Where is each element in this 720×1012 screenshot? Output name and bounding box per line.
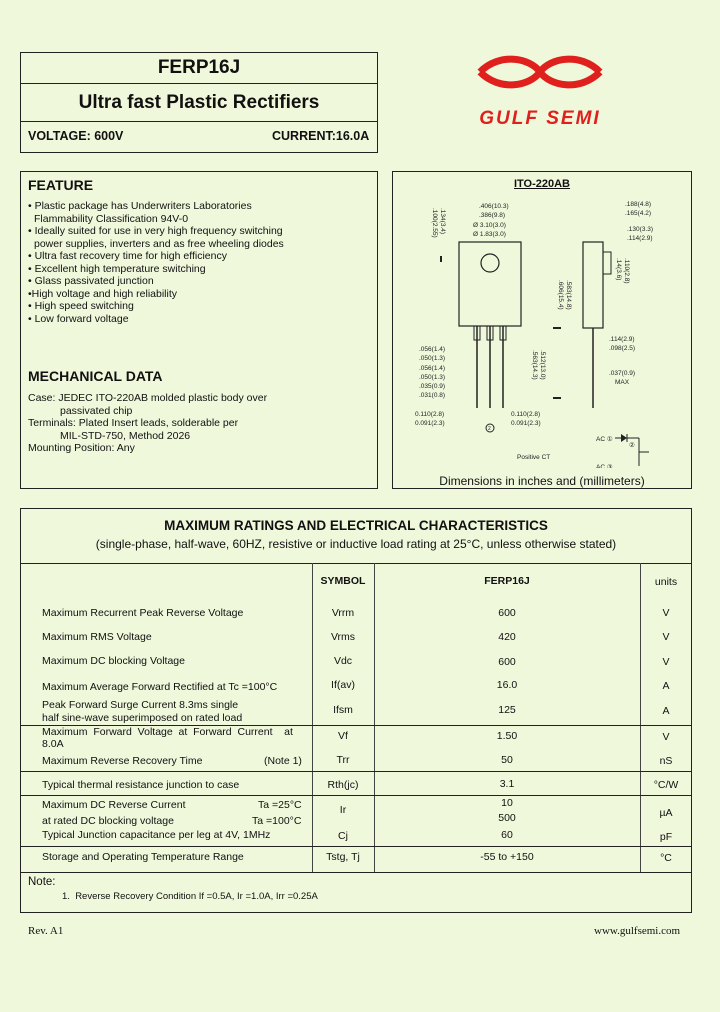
unit-cell: pF	[659, 831, 673, 843]
pin1-label: AC ①	[596, 436, 613, 443]
value-cell: 3.1	[499, 778, 515, 790]
feature-list	[28, 200, 284, 325]
dimension-label: .035(0.9)	[419, 383, 446, 390]
dimension-label: Ø 1.83(3.0)	[473, 231, 506, 238]
feature-item: • High speed switching	[28, 300, 134, 312]
param-cell: Peak Forward Surge Current 8.3ms single	[42, 699, 239, 711]
param-cell-cont: at rated DC blocking voltage	[42, 815, 174, 827]
value-cell: 420	[498, 631, 516, 643]
row-divider	[20, 795, 692, 796]
symbol-cell: Ir	[339, 804, 347, 816]
param-cell: Maximum RMS Voltage	[42, 631, 152, 643]
unit-cell: nS	[659, 755, 673, 767]
note-heading: Note:	[28, 876, 56, 888]
unit-cell: µA	[659, 807, 673, 819]
dimension-label: .031(0.8)	[419, 392, 446, 399]
package-title: ITO-220AB	[513, 178, 571, 190]
unit-cell: V	[662, 731, 670, 743]
unit-cell: A	[662, 680, 670, 692]
dimension-label: .165(4.2)	[625, 210, 652, 217]
company-logo	[470, 50, 610, 130]
feature-item: power supplies, inverters and as free wheeling diodes	[34, 237, 284, 250]
value-cell: 125	[498, 704, 516, 716]
feature-item: • Glass passivated junction	[28, 275, 154, 287]
unit-cell: A	[662, 705, 670, 717]
dimension-label: .100(2.55)	[431, 208, 438, 238]
row-divider	[20, 846, 692, 847]
symbol-cell: Trr	[336, 754, 350, 766]
positive-ct-label: Positive CT	[517, 454, 551, 461]
symbol-cell: Tstg, Tj	[326, 851, 360, 863]
dimension-label: .098(2.5)	[609, 345, 636, 352]
symbol-cell: Rth(jc)	[327, 779, 359, 791]
feature-item: • Excellent high temperature switching	[28, 262, 206, 275]
value-cell: 500	[498, 812, 516, 824]
value-cell: 600	[498, 607, 516, 619]
feature-item: Flammability Classification 94V-0	[34, 212, 189, 225]
dimension-label: .130(3.3)	[627, 226, 654, 233]
value-cell: -55 to +150	[480, 851, 534, 863]
divider	[20, 872, 692, 873]
unit-cell: V	[662, 607, 670, 619]
param-cell: Storage and Operating Temperature Range	[42, 851, 244, 863]
dimension-label: .134(3.4)	[439, 208, 446, 235]
dimension-label: .563(14.3)	[531, 350, 538, 380]
value-cell: 16.0	[496, 679, 518, 691]
pin3-label: AC ③	[596, 464, 613, 468]
diode-icon	[621, 434, 627, 442]
dimension-label: .050(1.3)	[419, 355, 446, 362]
condition-cell: Ta =25°C	[258, 799, 302, 811]
page-title: Ultra fast Plastic Rectifiers	[78, 92, 320, 113]
dimension-label: .056(1.4)	[419, 346, 446, 353]
divider	[20, 121, 378, 122]
feature-item: • Ultra fast recovery time for high efficiency	[28, 250, 227, 262]
note-ref: (Note 1)	[264, 755, 302, 767]
dimension-label: Ø 3.10(3.0)	[473, 222, 506, 229]
value-cell: 60	[501, 829, 513, 841]
value-cell: 600	[498, 656, 516, 668]
feature-item: •High voltage and high reliability	[28, 287, 178, 300]
divider	[20, 83, 378, 84]
mechanical-item: Mounting Position: Any	[28, 442, 135, 454]
param-cell: Maximum Reverse Recovery Time	[42, 755, 203, 767]
param-cell: Maximum Forward Voltage at Forward Current at	[42, 726, 293, 738]
symbol-cell: Vdc	[333, 655, 353, 667]
param-cell: Maximum DC blocking Voltage	[42, 655, 185, 667]
unit-cell: °C	[660, 852, 672, 864]
mechanical-list	[28, 392, 267, 455]
feature-heading: FEATURE	[28, 177, 94, 193]
website-url: www.gulfsemi.com	[594, 925, 681, 937]
param-cell: Maximum Recurrent Peak Reverse Voltage	[42, 607, 244, 619]
dimension-label: .583(14.8)	[565, 280, 572, 310]
mechanical-item: Terminals: Plated Insert leads, solderable per	[28, 417, 239, 429]
param-cell: Maximum Average Forward Rectified at Tc =100°C	[42, 681, 278, 693]
mechanical-item: passivated chip	[60, 404, 133, 417]
voltage-rating: VOLTAGE: 600V	[28, 129, 124, 143]
dimension-label: MAX	[615, 379, 630, 386]
symbol-cell: Vrms	[330, 631, 356, 643]
param-cell: Maximum DC Reverse Current	[42, 799, 186, 811]
param-cell: Typical Junction capacitance per leg at 4V, 1MHz	[42, 829, 271, 841]
dimension-label: .050(1.3)	[419, 374, 446, 381]
feature-item: • Plastic package has Underwriters Laboratories	[28, 200, 252, 212]
part-number: FERP16J	[157, 57, 241, 78]
dimension-label: 2	[488, 426, 491, 432]
pin2-label: ②	[629, 442, 635, 449]
row-divider	[20, 771, 692, 772]
unit-cell: V	[662, 631, 670, 643]
dimension-label: .512(13.0)	[539, 350, 546, 380]
ratings-subtitle: (single-phase, half-wave, 60HZ, resistive or inductive load rating at 25°C, unless otherwise stated)	[95, 537, 617, 551]
dimension-label: 0.110(2.8)	[415, 411, 445, 418]
ratings-title: MAXIMUM RATINGS AND ELECTRICAL CHARACTERISTICS	[164, 518, 548, 533]
condition-cell: Ta =100°C	[252, 815, 302, 827]
mounting-hole-icon	[481, 254, 499, 272]
col-header-symbol: SYMBOL	[320, 575, 366, 587]
feature-item: • Ideally suited for use in very high frequency switching	[28, 225, 283, 237]
dimension-label: .386(9.8)	[479, 212, 506, 219]
dimension-label: .406(10.3)	[479, 203, 509, 210]
col-header-units: units	[654, 576, 678, 588]
symbol-cell: Vf	[338, 730, 348, 742]
package-drawing	[393, 190, 691, 468]
dimensions-caption: Dimensions in inches and (millimeters)	[439, 474, 645, 488]
col-header-part: FERP16J	[484, 575, 530, 587]
dimension-label: .606(15.4)	[557, 280, 564, 310]
divider	[20, 563, 692, 564]
param-cell-cont: half sine-wave superimposed on rated load	[42, 712, 243, 724]
symbol-cell: Cj	[338, 830, 348, 842]
current-rating: CURRENT:16.0A	[272, 129, 370, 143]
dimension-label: .114(2.9)	[609, 336, 635, 343]
package-side-view	[583, 242, 603, 328]
dimension-label: 0.091(2.3)	[415, 420, 445, 427]
value-cell: 10	[501, 797, 513, 809]
dimension-label: .037(0.9)	[609, 370, 636, 377]
param-cell: Typical thermal resistance junction to case	[42, 779, 240, 791]
logo-mark-icon	[470, 50, 610, 130]
dimension-label: .110(2.8)	[623, 258, 630, 284]
unit-cell: °C/W	[653, 779, 679, 791]
dimension-label: 0.110(2.8)	[511, 411, 541, 418]
mechanical-item: MIL-STD-750, Method 2026	[60, 429, 191, 442]
dimension-label: .056(1.4)	[419, 365, 446, 372]
value-cell: 1.50	[496, 730, 518, 742]
dimension-label: 0.091(2.3)	[511, 420, 541, 427]
note-item: 1. Reverse Recovery Condition If =0.5A, Ir =1.0A, Irr =0.25A	[62, 891, 318, 902]
symbol-cell: Ifsm	[333, 704, 353, 716]
dimension-label: .14(3.6)	[615, 258, 622, 281]
logo-text: GULF SEMI	[479, 108, 601, 129]
mechanical-item: Case: JEDEC ITO-220AB molded plastic body over	[28, 392, 268, 404]
dimension-label: .188(4.8)	[625, 201, 652, 208]
feature-item: • Low forward voltage	[28, 312, 129, 325]
symbol-cell: If(av)	[331, 679, 355, 691]
package-body	[459, 242, 521, 326]
unit-cell: V	[662, 656, 670, 668]
param-cell-cont: 8.0A	[42, 738, 64, 750]
value-cell: 50	[501, 754, 513, 766]
dimension-label: .114(2.9)	[627, 235, 653, 242]
symbol-cell: Vrrm	[331, 607, 355, 619]
mechanical-heading: MECHANICAL DATA	[28, 368, 163, 384]
revision-label: Rev. A1	[28, 925, 64, 937]
